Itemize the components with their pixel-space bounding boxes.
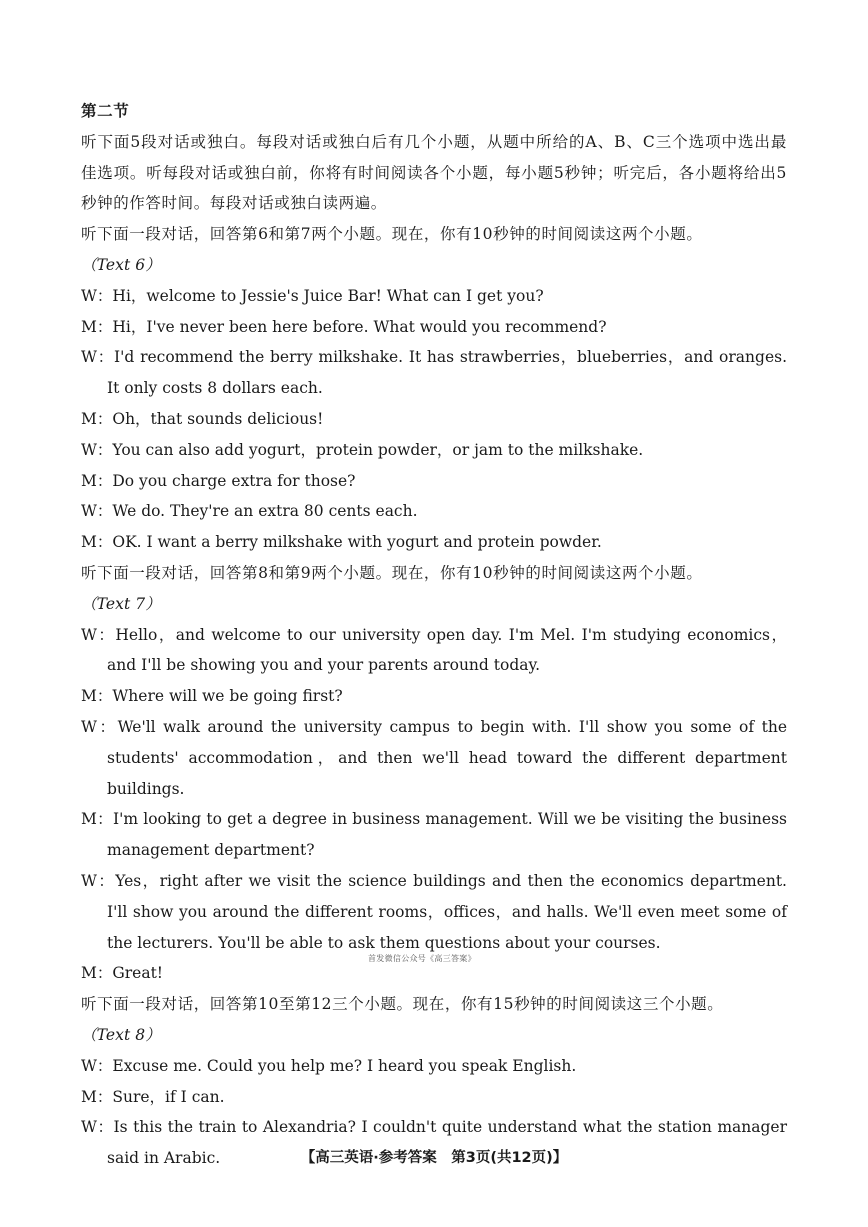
text7-line: M：I'm looking to get a degree in business management. Will we be visiting the business management department? (81, 810, 787, 860)
text8-line: W：Excuse me. Could you help me? I heard you speak English. (81, 1056, 577, 1075)
text6-line: W：We do. They're an extra 80 cents each. (81, 502, 418, 521)
text7-line: W：We'll walk around the university campus to begin with. I'll show you some of the students' accommodation，and then we'll head toward the different department buildings. (81, 717, 787, 798)
text6-line: W：You can also add yogurt，protein powder，or jam to the milkshake. (81, 440, 644, 459)
text8-label: （Text 8） (81, 1025, 161, 1044)
text8-intro: 听下面一段对话，回答第10至第12三个小题。现在，你有15秒钟的时间阅读这三个小题。 (81, 995, 724, 1014)
text7-label: （Text 7） (81, 594, 161, 613)
watermark: 首发微信公众号《高三答案》 (368, 954, 476, 963)
section-title: 第二节 (81, 101, 130, 120)
text6-line: W：I'd recommend the berry milkshake. It has strawberries，blueberries，and oranges. It only costs 8 dollars each. (81, 348, 787, 398)
document-body (81, 96, 787, 1174)
text6-line: M：Oh，that sounds delicious! (81, 409, 324, 428)
text6-line: M：Hi，I've never been here before. What would you recommend? (81, 317, 607, 336)
text8-line: W：Is this the train to Alexandria? I couldn't quite understand what the station manager said in Arabic. (81, 1118, 787, 1168)
text7-line: W：Yes，right after we visit the science buildings and then the economics department. I'll show you around the different rooms，offices，and halls. We'll even meet some of the lecturers. You'll be able to ask them questions about your courses. (81, 871, 787, 952)
text7-line: W：Hello，and welcome to our university open day. I'm Mel. I'm studying economics，and I'll be showing you and your parents around today. (81, 625, 787, 675)
text6-line: M：OK. I want a berry milkshake with yogurt and protein powder. (81, 533, 602, 552)
text7-line: M：Where will we be going first? (81, 687, 343, 706)
section-instructions: 听下面5段对话或独白。每段对话或独白后有几个小题，从题中所给的A、B、C三个选项中选出最佳选项。听每段对话或独白前，你将有时间阅读各个小题，每小题5秒钟；听完后，各小题将给出5秒钟的作答时间。每段对话或独白读两遍。 (81, 132, 787, 213)
text6-line: M：Do you charge extra for those? (81, 471, 356, 490)
text7-intro: 听下面一段对话，回答第8和第9两个小题。现在，你有10秒钟的时间阅读这两个小题。 (81, 563, 703, 582)
text6-intro: 听下面一段对话，回答第6和第7两个小题。现在，你有10秒钟的时间阅读这两个小题。 (81, 225, 703, 244)
text7-line: M：Great! (81, 964, 164, 983)
text8-line: M：Sure，if I can. (81, 1087, 225, 1106)
text6-line: W：Hi，welcome to Jessie's Juice Bar! What can I get you? (81, 286, 544, 305)
page-footer: 【高三英语·参考答案 第3页(共12页)】 (300, 1150, 568, 1166)
text6-label: （Text 6） (81, 255, 161, 274)
